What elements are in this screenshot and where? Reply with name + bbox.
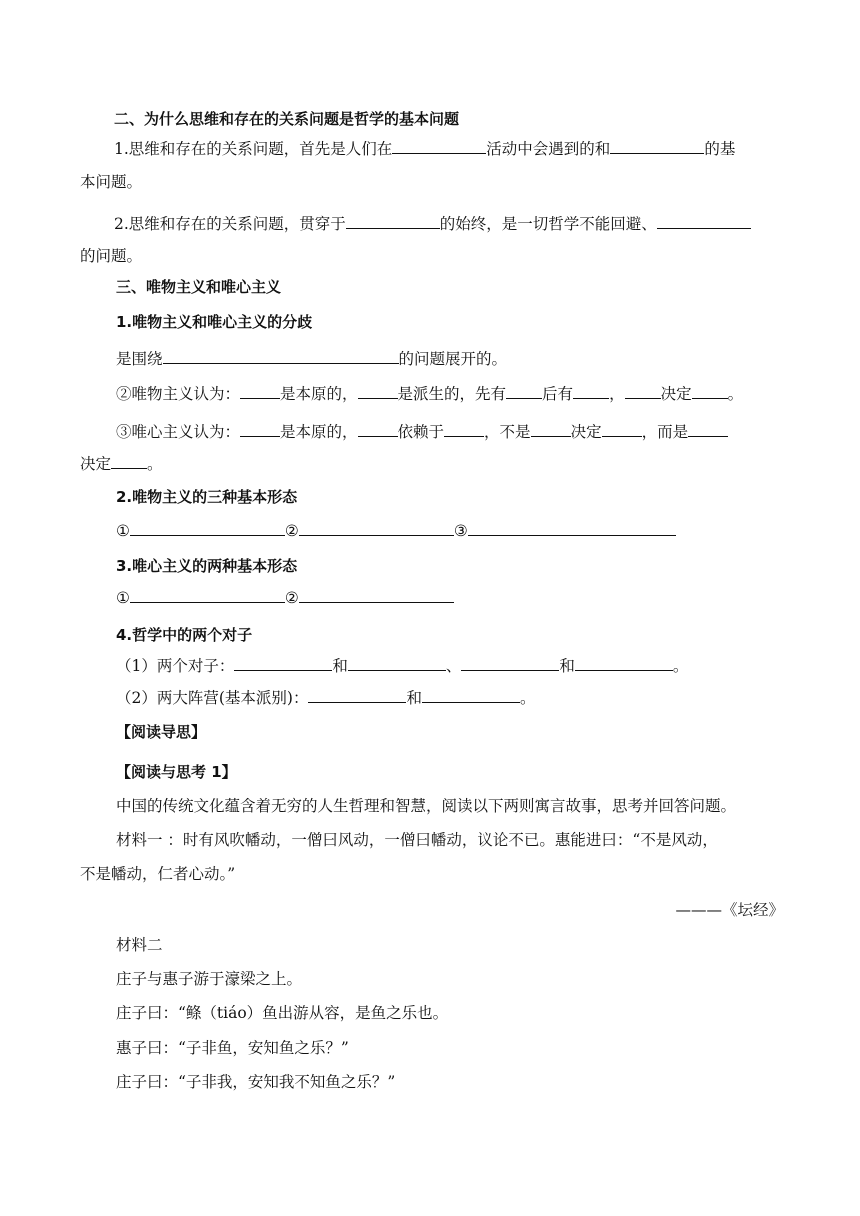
- text: 材料一 ：时有风吹幡动，一僧曰风动，一僧曰幡动，议论不已。惠能进曰：“不是风动，: [116, 831, 718, 849]
- text: 是派生的，先有: [397, 385, 507, 403]
- text: 。: [727, 385, 744, 403]
- text: 2.思维和存在的关系问题，贯穿于: [114, 215, 346, 233]
- text: 、: [445, 657, 462, 675]
- text: ———《坛经》: [675, 901, 784, 919]
- text: 【阅读导思】: [116, 723, 207, 741]
- text: ，而是: [641, 423, 689, 441]
- reading-think1-heading: [116, 761, 784, 783]
- text: 是本原的，: [280, 385, 358, 403]
- material1-line1: [116, 829, 784, 851]
- text: 。: [519, 689, 536, 707]
- text: 决定: [80, 455, 112, 473]
- text: （1）两个对子：: [116, 657, 235, 675]
- fill-blank[interactable]: [299, 520, 454, 536]
- section2-item2-line2: [80, 245, 784, 267]
- camps-line: [116, 687, 784, 709]
- text: 1.思维和存在的关系问题，首先是人们在: [114, 140, 393, 158]
- fill-blank[interactable]: [240, 383, 280, 399]
- fill-blank[interactable]: [602, 421, 642, 437]
- text: ，不是: [484, 423, 531, 441]
- text: 决定: [570, 423, 602, 441]
- fill-blank[interactable]: [444, 421, 484, 437]
- fill-blank[interactable]: [461, 655, 559, 671]
- fill-blank[interactable]: [130, 520, 285, 536]
- material2-title: [116, 934, 784, 956]
- text: 和: [406, 689, 422, 707]
- fill-blank[interactable]: [422, 687, 520, 703]
- pairs-line: [116, 655, 784, 677]
- text: 活动中会遇到的和: [486, 140, 611, 158]
- text: 是本原的，: [280, 423, 358, 441]
- fill-blank[interactable]: [657, 213, 751, 229]
- fill-blank[interactable]: [531, 421, 571, 437]
- fill-blank[interactable]: [111, 453, 147, 469]
- reading-intro: [116, 795, 784, 817]
- material1-line2: [80, 863, 784, 885]
- text: ②唯物主义认为：: [116, 385, 241, 403]
- fill-blank[interactable]: [573, 383, 609, 399]
- fill-blank[interactable]: [308, 687, 406, 703]
- text: 的问题。: [80, 247, 143, 265]
- text: 。: [147, 455, 163, 473]
- reading-guide-heading: [116, 721, 784, 743]
- text: 中国的传统文化蕴含着无穷的人生哲理和智慧，阅读以下两则寓言故事，思考并回答问题。: [116, 797, 737, 815]
- materialism-forms-line: [116, 520, 784, 542]
- section3-sub3: [116, 555, 784, 577]
- text: 。: [672, 657, 689, 675]
- text: 3.唯心主义的两种基本形态: [116, 557, 298, 575]
- fill-blank[interactable]: [468, 520, 676, 536]
- fill-blank[interactable]: [358, 383, 398, 399]
- text: 是围绕: [116, 350, 163, 368]
- material1-source: [80, 899, 784, 921]
- section3-line2: [116, 383, 784, 405]
- text: 惠子曰：“子非鱼，安知鱼之乐？”: [116, 1039, 349, 1057]
- text: 材料二: [116, 936, 163, 954]
- fill-blank[interactable]: [506, 383, 542, 399]
- text: 1.唯物主义和唯心主义的分歧: [116, 313, 313, 331]
- material2-line1: [116, 968, 784, 990]
- text: ③唯心主义认为：: [116, 423, 241, 441]
- text: 的问题展开的。: [398, 350, 508, 368]
- section3-sub2: [116, 486, 784, 508]
- text: ，: [609, 385, 625, 403]
- section2-heading: [114, 108, 784, 130]
- text: 【阅读与思考 1】: [116, 763, 237, 781]
- section3-line4: [80, 453, 784, 475]
- text: 三、唯物主义和唯心主义: [116, 278, 282, 296]
- document-page: [80, 0, 784, 1216]
- section2-item1-line2: [80, 171, 784, 193]
- text: ②: [284, 522, 299, 540]
- fill-blank[interactable]: [346, 213, 440, 229]
- text: 的始终，是一切哲学不能回避、: [439, 215, 657, 233]
- section3-line3: [116, 421, 784, 443]
- text: ①: [116, 589, 130, 607]
- text: 和: [559, 657, 575, 675]
- material2-line4: [116, 1071, 784, 1093]
- section3-sub4: [116, 624, 784, 646]
- text: 和: [332, 657, 348, 675]
- fill-blank[interactable]: [358, 421, 398, 437]
- section3-sub1: [116, 311, 784, 333]
- fill-blank[interactable]: [625, 383, 661, 399]
- fill-blank[interactable]: [348, 655, 446, 671]
- section3-line1: [116, 348, 784, 370]
- text: 庄子曰：“鲦（tiáo）鱼出游从容，是鱼之乐也。: [116, 1004, 449, 1022]
- text: 决定: [660, 385, 692, 403]
- section2-heading-text: 二、为什么思维和存在的关系问题是哲学的基本问题: [114, 110, 460, 128]
- text: 庄子曰：“子非我，安知我不知鱼之乐？”: [116, 1073, 396, 1091]
- material2-line2: [116, 1002, 784, 1024]
- text: 不是幡动，仁者心动。”: [80, 865, 236, 883]
- fill-blank[interactable]: [240, 421, 280, 437]
- fill-blank[interactable]: [692, 383, 728, 399]
- text: 本问题。: [80, 173, 143, 191]
- fill-blank[interactable]: [392, 138, 486, 154]
- text: ③: [453, 522, 468, 540]
- text: 后有: [542, 385, 574, 403]
- section3-heading: [116, 276, 784, 298]
- text: 的基: [704, 140, 736, 158]
- text: 庄子与惠子游于濠梁之上。: [116, 970, 303, 988]
- text: 依赖于: [397, 423, 445, 441]
- text: 4.哲学中的两个对子: [116, 626, 253, 644]
- fill-blank[interactable]: [299, 587, 454, 603]
- text: 2.唯物主义的三种基本形态: [116, 488, 298, 506]
- text: （2）两大阵营(基本派别)：: [116, 689, 309, 707]
- fill-blank[interactable]: [688, 421, 728, 437]
- fill-blank[interactable]: [163, 348, 399, 364]
- section2-item1-line1: [114, 138, 784, 160]
- fill-blank[interactable]: [610, 138, 704, 154]
- section2-item2-line1: [114, 213, 784, 235]
- text: ②: [284, 589, 299, 607]
- fill-blank[interactable]: [234, 655, 332, 671]
- text: ①: [116, 522, 130, 540]
- material2-line3: [116, 1037, 784, 1059]
- idealism-forms-line: [116, 587, 784, 609]
- fill-blank[interactable]: [575, 655, 673, 671]
- fill-blank[interactable]: [130, 587, 285, 603]
